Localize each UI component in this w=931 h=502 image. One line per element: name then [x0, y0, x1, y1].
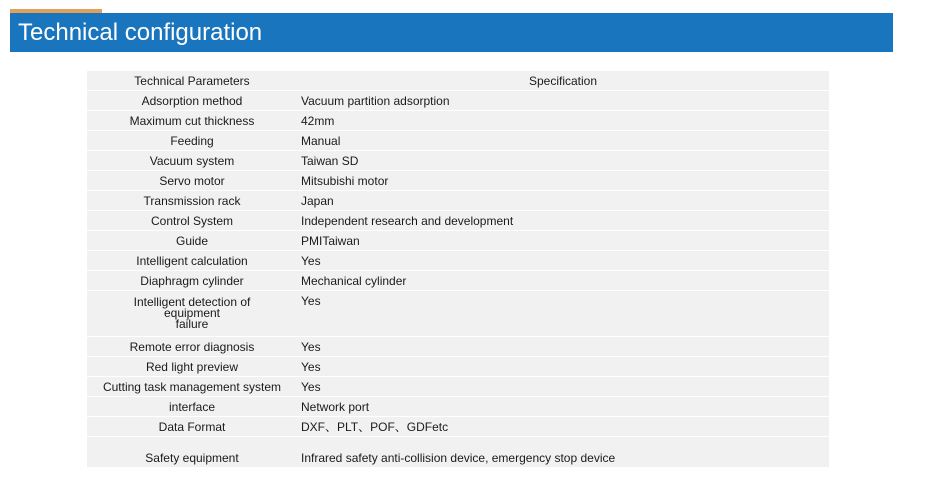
value-cell: Network port — [297, 397, 829, 416]
table-row — [87, 437, 829, 467]
section-header-bar — [10, 13, 893, 52]
value-cell: 42mm — [297, 111, 829, 130]
table-row — [87, 357, 829, 376]
value-cell: Yes — [297, 377, 829, 396]
value-cell: Yes — [297, 357, 829, 376]
value-cell: Yes — [297, 251, 829, 270]
param-cell — [87, 291, 297, 336]
table-row — [87, 231, 829, 250]
value-cell: Independent research and development — [297, 211, 829, 230]
table-row — [87, 337, 829, 356]
value-cell: PMITaiwan — [297, 231, 829, 250]
param-cell: Safety equipment — [87, 437, 297, 467]
param-line: failure — [175, 316, 209, 331]
table-row — [87, 91, 829, 110]
value-cell: Taiwan SD — [297, 151, 829, 170]
value-cell: Yes — [297, 337, 829, 356]
param-cell: Guide — [87, 231, 297, 250]
param-cell: Adsorption method — [87, 91, 297, 110]
table-header-row — [87, 71, 829, 90]
table-row — [87, 397, 829, 416]
param-cell: Red light preview — [87, 357, 297, 376]
table-row — [87, 191, 829, 210]
param-cell-multiline — [133, 294, 251, 331]
param-cell: Servo motor — [87, 171, 297, 190]
param-cell: interface — [87, 397, 297, 416]
param-cell: Control System — [87, 211, 297, 230]
param-cell: Vacuum system — [87, 151, 297, 170]
page-title: Technical configuration — [18, 19, 263, 46]
value-cell: Manual — [297, 131, 829, 150]
table-row — [87, 251, 829, 270]
value-cell: Infrared safety anti-collision device, emergency stop device — [297, 437, 829, 467]
value-cell: Japan — [297, 191, 829, 210]
table-row — [87, 131, 829, 150]
column-header-parameters: Technical Parameters — [87, 71, 297, 90]
param-cell: Cutting task management system — [87, 377, 297, 396]
param-cell: Remote error diagnosis — [87, 337, 297, 356]
value-cell: Yes — [297, 291, 829, 336]
table-row — [87, 111, 829, 130]
param-cell: Data Format — [87, 417, 297, 436]
table-row — [87, 151, 829, 170]
value-cell: Mitsubishi motor — [297, 171, 829, 190]
table-row — [87, 211, 829, 230]
technical-configuration-table — [87, 70, 829, 468]
value-cell: DXF、PLT、POF、GDFetc — [297, 417, 829, 436]
table-row — [87, 377, 829, 396]
table-row — [87, 291, 829, 336]
value-cell: Vacuum partition adsorption — [297, 91, 829, 110]
param-cell: Maximum cut thickness — [87, 111, 297, 130]
param-cell: Intelligent calculation — [87, 251, 297, 270]
param-cell: Feeding — [87, 131, 297, 150]
table-row — [87, 271, 829, 290]
column-header-specification: Specification — [297, 71, 829, 90]
table-row — [87, 417, 829, 436]
param-line: Intelligent detection of — [133, 294, 251, 309]
param-line: equipment — [163, 305, 221, 320]
param-cell: Transmission rack — [87, 191, 297, 210]
value-cell: Mechanical cylinder — [297, 271, 829, 290]
param-cell: Diaphragm cylinder — [87, 271, 297, 290]
table-row — [87, 171, 829, 190]
